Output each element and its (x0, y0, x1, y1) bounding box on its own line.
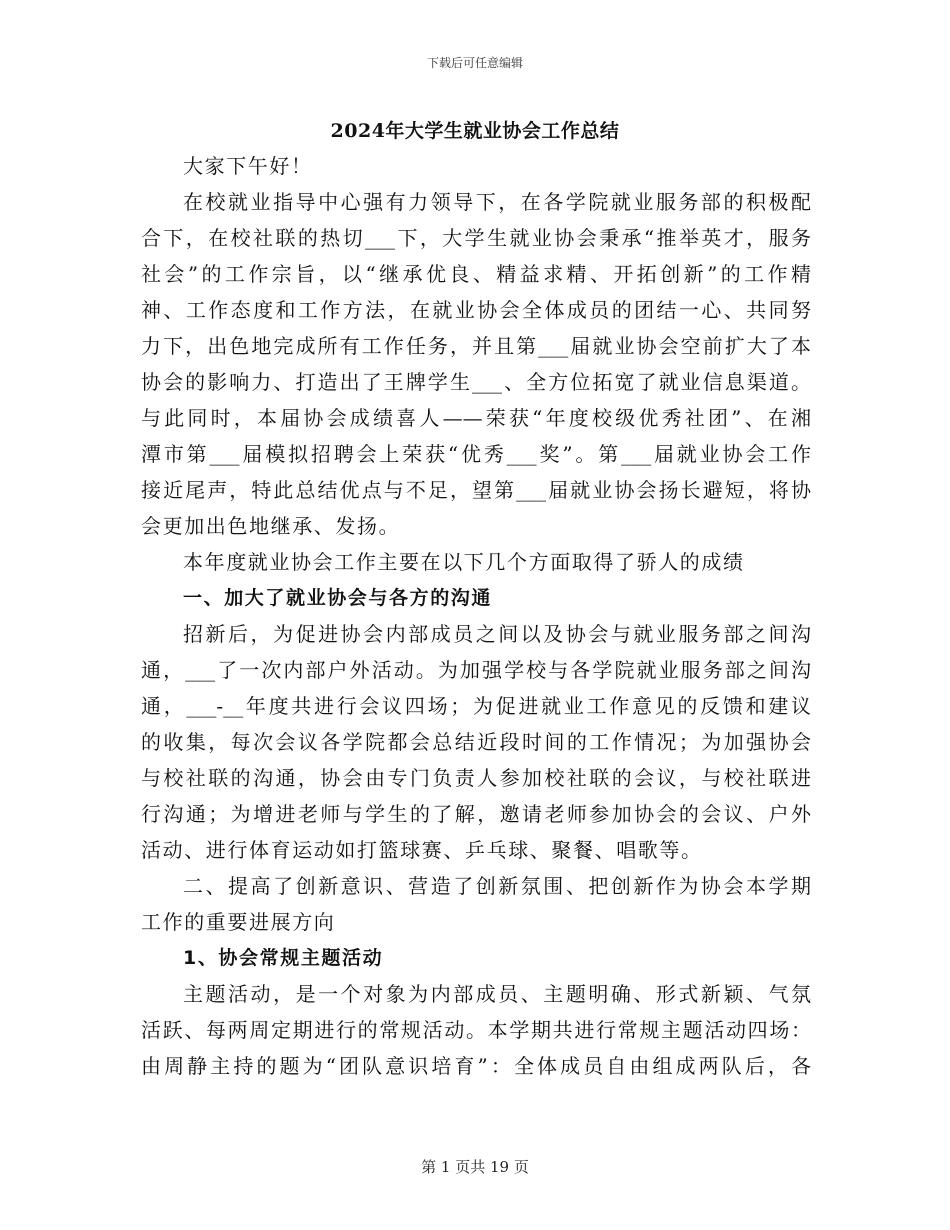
paragraph-line: 社会”的工作宗旨，以“继承优良、精益求精、开拓创新”的工作精 (141, 262, 811, 286)
greeting-line: 大家下午好！ (183, 154, 313, 178)
paragraph-line: 力下，出色地完成所有工作任务，并且第___届就业协会空前扩大了本 (141, 334, 811, 358)
paragraph-line: 潭市第___届模拟招聘会上荣获“优秀___奖”。第___届就业协会工作 (141, 442, 811, 466)
paragraph-line: 的收集，每次会议各学院都会总结近段时间的工作情况；为加强协会 (141, 730, 811, 754)
paragraph-line: 招新后，为促进协会内部成员之间以及协会与就业服务部之间沟 (183, 622, 811, 646)
paragraph-line: 主题活动，是一个对象为内部成员、主题明确、形式新颖、气氛 (183, 982, 811, 1006)
document-title: 2024年大学生就业协会工作总结 (330, 120, 620, 142)
paragraph-line: 本年度就业协会工作主要在以下几个方面取得了骄人的成绩 (183, 550, 745, 574)
header-note: 下载后可任意编辑 (426, 56, 523, 70)
paragraph-line: 接近尾声，特此总结优点与不足，望第___届就业协会扬长避短，将协 (141, 478, 811, 502)
document-body (141, 148, 811, 1084)
paragraph-line: 行沟通；为增进老师与学生的了解，邀请老师参加协会的会议、户外 (141, 802, 811, 826)
paragraph-line: 神、工作态度和工作方法，在就业协会全体成员的团结一心、共同努 (141, 298, 811, 322)
paragraph-line: 通，___-__年度共进行会议四场；为促进就业工作意见的反馈和建议 (141, 694, 811, 718)
section-heading-plain: 工作的重要进展方向 (141, 910, 336, 934)
paragraph-line: 会更加出色地继承、发扬。 (141, 514, 401, 538)
paragraph-line: 协会的影响力、打造出了王牌学生___、全方位拓宽了就业信息渠道。 (141, 370, 811, 394)
paragraph-line: 通，___了一次内部户外活动。为加强学校与各学院就业服务部之间沟 (141, 658, 811, 682)
paragraph-line: 由周静主持的题为“团队意识培育”：全体成员自由组成两队后，各 (141, 1054, 811, 1078)
paragraph-line: 活动、进行体育运动如打篮球赛、乒乓球、聚餐、唱歌等。 (141, 838, 703, 862)
paragraph-line: 与此同时，本届协会成绩喜人——荣获“年度校级优秀社团”、在湘 (141, 406, 811, 430)
section-heading: 一、加大了就业协会与各方的沟通 (183, 587, 493, 609)
paragraph-line: 在校就业指导中心强有力领导下，在各学院就业服务部的积极配 (183, 190, 811, 214)
section-heading-plain: 二、提高了创新意识、营造了创新氛围、把创新作为协会本学期 (183, 874, 811, 898)
paragraph-line: 活跃、每两周定期进行的常规活动。本学期共进行常规主题活动四场： (141, 1018, 811, 1042)
page-footer: 第 1 页共 19 页 (421, 1158, 529, 1176)
paragraph-line: 与校社联的沟通，协会由专门负责人参加校社联的会议，与校社联进 (141, 766, 811, 790)
paragraph-line: 合下，在校社联的热切___下，大学生就业协会秉承“推举英才，服务 (141, 226, 811, 250)
subsection-heading: 1、协会常规主题活动 (183, 947, 384, 969)
